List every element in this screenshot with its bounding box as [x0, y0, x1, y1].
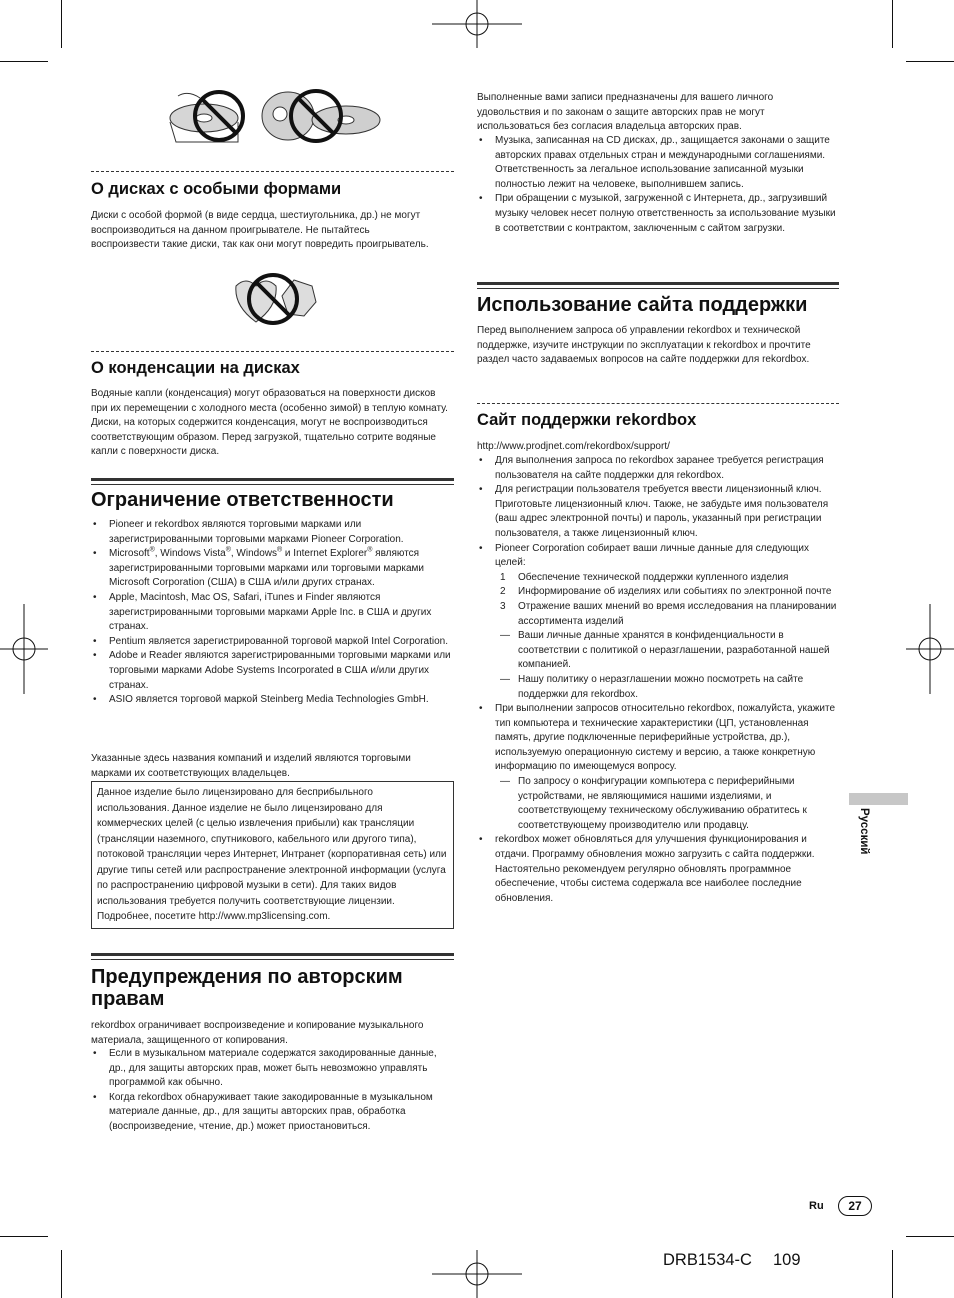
- shaped-disc-prohibited-illustration: [224, 272, 324, 326]
- personal-use-list: [477, 134, 839, 236]
- crop-mark: [906, 1236, 954, 1237]
- list-dash: —: [500, 630, 510, 642]
- list-item: • Microsoft®, Windows Vista®, Windows® и Internet Explorer® являются зарегистрированными торговыми марками или торговыми марками Microsoft Corporation (США) в США и/или других странах.: [91, 547, 454, 591]
- section-divider: [91, 351, 454, 352]
- copyright-text: rekordbox ограничивает воспроизведение и копирование музыкального материала, защищенного от копирования.: [91, 1020, 424, 1046]
- list-dash: —: [500, 673, 510, 685]
- list-item: • Для регистрации пользователя требуется ввести лицензионный ключ. Приготовьте лицензионный ключ. Также, не забудьте имя пользователя (ваш адрес электронной почты) и пароль, указанный при регистрации пользователя, а также лицензионный ключ.: [477, 483, 839, 541]
- section-title-condensation: О конденсации на дисках: [91, 359, 300, 377]
- registration-target-right: [906, 604, 954, 694]
- list-item: • Pioneer Corporation собирает ваши личные данные для следующих целей:: [477, 542, 839, 571]
- support-site-text: Перед выполнением запроса об управлении rekordbox и технической поддержке, изучите инструкции по эксплуатации к rekordbox и прочтите раздел часто задаваемых вопросов на сайте поддержки для rekordbox.: [477, 325, 811, 366]
- list-number: 1: [500, 571, 506, 583]
- list-item: • Когда rekordbox обнаруживает такие закодированные в музыкальном материале данные, др., для защиты авторских прав, обработка (воспроизведение, чтение, др.) может приостановиться.: [91, 1091, 441, 1135]
- list-item: [495, 629, 839, 673]
- list-item-text: Обеспечение технической поддержки купленного изделия: [518, 571, 789, 583]
- disc-stack-icon: [262, 92, 380, 140]
- crop-mark: [61, 0, 62, 48]
- list-item: • Apple, Macintosh, Mac OS, Safari, iTunes и Finder являются зарегистрированными торговыми марками Apple Inc. в США и других странах.: [91, 591, 454, 635]
- footer-page-number: 27: [838, 1196, 872, 1216]
- section-divider: [91, 478, 454, 485]
- list-item-text: Информирование об изделиях или событиях по электронной почте: [518, 586, 832, 598]
- list-item: • rekordbox может обновляться для улучшения функционирования и отдачи. Программу обновления можно загрузить с сайта поддержки. Настоятельно рекомендуем регулярно обновлять программное обеспечение, чтобы система содержала все наиболее последние обновления.: [477, 833, 839, 906]
- registration-target-top: [432, 0, 522, 48]
- section-title-support-site: Использование сайта поддержки: [477, 294, 808, 316]
- list-item-text: Ваши личные данные хранятся в конфиденциальности в соответствии с политикой о неразглашении, разработанной нашей компанией.: [518, 630, 830, 671]
- trademark-list: [91, 518, 454, 708]
- list-item-text: По запросу о конфигурации компьютера с периферийными устройствами, не являющимися нашими изделиями, и соответствующему техническому обслуживанию обратитесь к соответствующему производителю или продавцу.: [518, 776, 807, 831]
- support-url-link[interactable]: http://www.prodjnet.com/rekordbox/support/: [477, 441, 670, 452]
- special-discs-text: Диски с особой формой (в виде сердца, шестиугольника, др.) не могут воспроизводиться на данном проигрывателе. Не пытайтесь воспроизвести такие диски, так как они могут повредить проигрыватель.: [91, 210, 429, 251]
- list-item-text: Отражение ваших мнений во время исследования на планировании ассортимента изделий: [518, 600, 837, 627]
- section-divider: [477, 403, 839, 404]
- list-item: • Adobe и Reader являются зарегистрированными торговыми марками или торговыми марками Adobe Systems Incorporated в США и/или других странах.: [91, 649, 454, 693]
- copyright-list: [91, 1047, 441, 1135]
- purpose-list: [477, 571, 839, 702]
- list-number: 3: [500, 600, 506, 612]
- list-item: [495, 585, 839, 600]
- section-title-copyright: Предупреждения по авторским правам: [91, 966, 403, 1010]
- list-item: • Pioneer и rekordbox являются торговыми марками или зарегистрированными торговыми марками Pioneer Corporation.: [91, 518, 454, 547]
- footer-language-code: Ru: [809, 1200, 824, 1212]
- crop-mark: [0, 61, 48, 62]
- crop-mark: [906, 61, 954, 62]
- list-item: [495, 600, 839, 629]
- section-title-special-discs: О дисках с особыми формами: [91, 180, 342, 198]
- section-divider: [91, 171, 454, 172]
- section-title-rekordbox-support: Сайт поддержки rekordbox: [477, 411, 697, 429]
- crop-mark: [0, 1236, 48, 1237]
- section-divider: [91, 953, 454, 960]
- language-tab-bar: [849, 793, 908, 805]
- list-item: [495, 775, 839, 833]
- registration-target-bottom: [432, 1250, 522, 1298]
- language-tab-label: Русский: [858, 808, 870, 855]
- footer-doc-code: DRB1534-C: [663, 1251, 752, 1269]
- list-item: [495, 673, 839, 702]
- list-item: • ASIO является торговой маркой Steinberg Media Technologies GmbH.: [91, 693, 454, 708]
- crop-mark: [61, 1250, 62, 1298]
- crop-mark: [892, 0, 893, 48]
- list-item: • При обращении с музыкой, загруженной с Интернета, др., загрузивший музыку человек несет полную ответственность за использование музыки в соответствии с контрактом, заключенным с сайтом загрузки.: [477, 192, 839, 236]
- list-item: • При выполнении запросов относительно rekordbox, пожалуйста, укажите тип компьютера и технические характеристики (ЦП, установленная память, другие подключенные периферийные устройства, др.), используемую операционную систему и версию, а также конкретную информацию по имеющемуся вопросу.: [477, 702, 839, 775]
- list-item: • Музыка, записанная на CD дисках, др., защищается законами о защите авторских правах отдельных стран и международными соглашениями. Ответственность за легальное использование записанной музыки полностью лежит на человеке, выполнившем запись.: [477, 134, 839, 192]
- crop-mark: [892, 1250, 893, 1298]
- registration-target-left: [0, 604, 48, 694]
- personal-use-text: Выполненные вами записи предназначены для вашего личного удовольствия и по законам о защите авторских прав не могут использоваться без согласия владельца авторских прав.: [477, 92, 774, 133]
- footer-doc-page: 109: [773, 1251, 801, 1269]
- list-dash: —: [500, 776, 510, 788]
- section-title-disclaimer: Ограничение ответственности: [91, 489, 394, 511]
- list-item: [495, 571, 839, 586]
- section-divider: [477, 282, 839, 289]
- list-item: • Для выполнения запроса по rekordbox заранее требуется регистрация пользователя на сайте поддержки для rekordbox.: [477, 454, 839, 483]
- list-number: 2: [500, 586, 506, 598]
- condensation-text: Водяные капли (конденсация) могут образоваться на поверхности дисков при их перемещении с холодного места (особенно зимой) в теплую комнату. Диски, на которых содержится конденсация, могут не воспроизводиться соответствующим образом. Перед загрузкой, тщательно сотрите водяные капли с поверхности диска.: [91, 388, 448, 458]
- list-item-text: Нашу политику о неразглашении можно посмотреть на сайте поддержки для rekordbox.: [518, 673, 804, 700]
- license-notice-box: Данное изделие было лицензировано для бесприбыльного использования. Данное изделие не было лицензировано для коммерческих целей (с целью извлечения прибыли) как трансляции (трансляции наземного, спутникового, кабельного или другого типа), потоковой трансляции через Интернет, Интранет (корпоративная сеть) или другие типы сетей или распространение электронной информации (услуга по распространению цифровой музыки в сети). Для таких видов использования требуется получить соответствующие лицензии. Подробнее, посетите http://www.mp3licensing.com.: [91, 781, 454, 929]
- trademark-note: Указанные здесь названия компаний и изделий являются торговыми марками их соответствующих владельцев.: [91, 753, 411, 779]
- support-list: [477, 454, 839, 906]
- list-item: • Если в музыкальном материале содержатся закодированные данные, др., для защиты авторских прав, может быть невозможно управлять программой как обычно.: [91, 1047, 441, 1091]
- list-item: • Pentium является зарегистрированной торговой маркой Intel Corporation.: [91, 635, 454, 650]
- disc-prohibited-illustration: [162, 86, 392, 148]
